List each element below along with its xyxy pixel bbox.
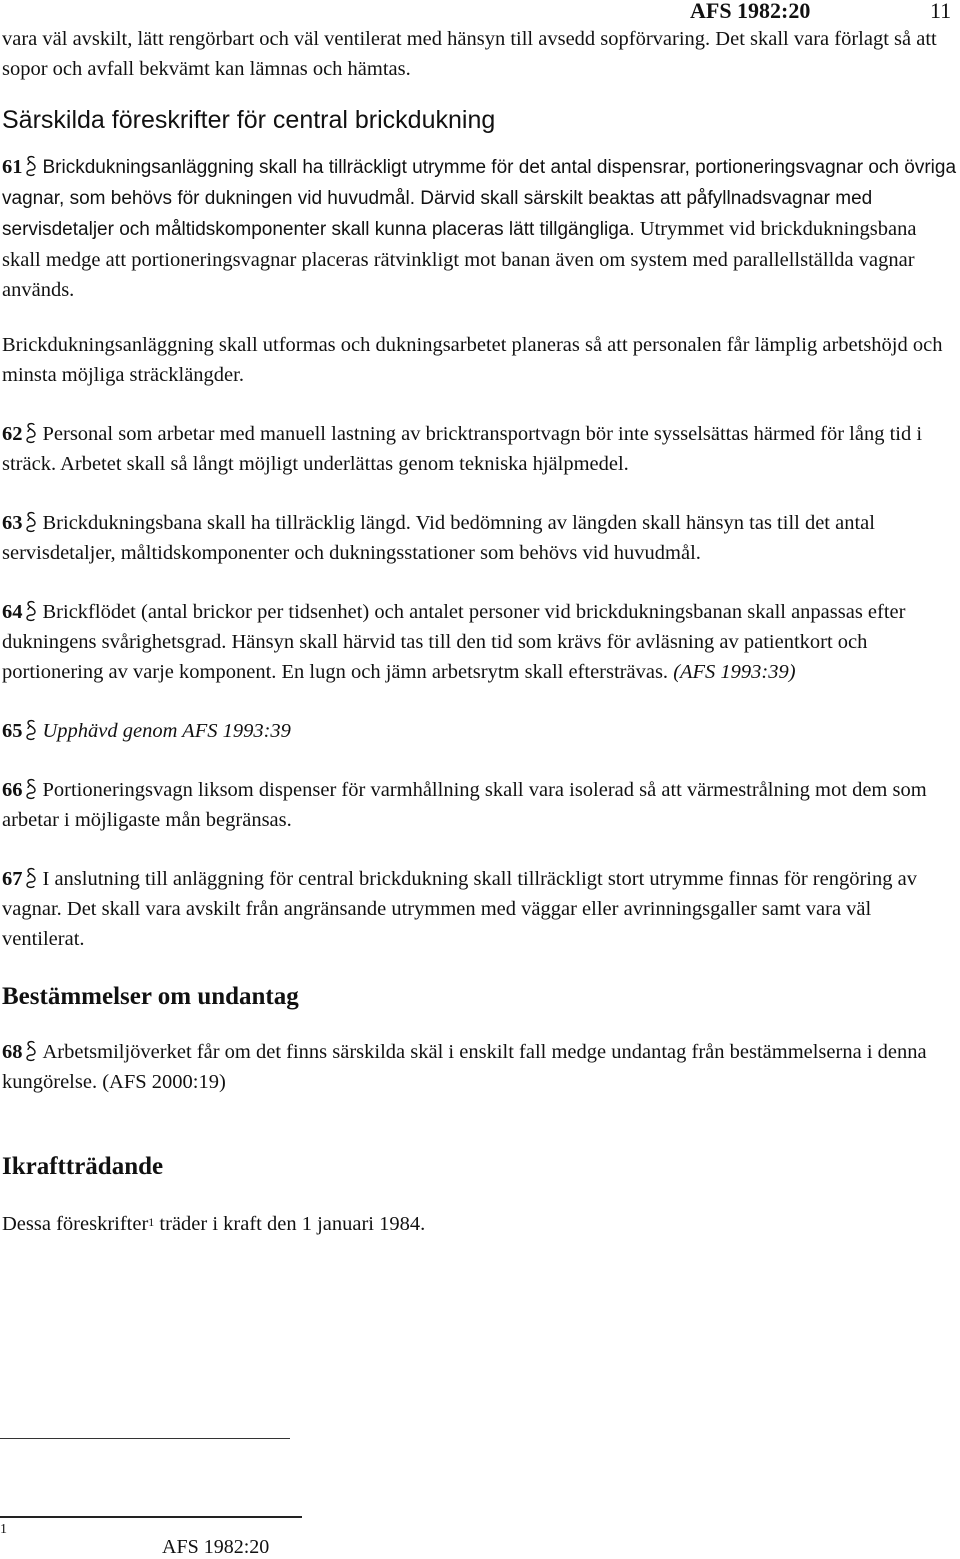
heading-special-rules: Särskilda föreskrifter för central brickdukning (2, 106, 496, 134)
paragraph-61-serif-text: Utrymmet vid brickdukningsbana skall medge att portioneringsvagnar placeras rätvinkligt mot banan även om system med parallellställda vagnar används. (2, 218, 917, 301)
paragraph-62 (2, 419, 957, 479)
paragraph-number: 67 (2, 868, 23, 890)
page-number: 11 (930, 0, 952, 23)
footnote-number: 1 (0, 1522, 7, 1537)
section-sign-icon (25, 719, 37, 741)
entry-into-force-paragraph (2, 1209, 957, 1239)
heading-exemptions: Bestämmelser om undantag (2, 983, 299, 1010)
paragraph-65 (2, 716, 957, 746)
section-sign-icon (25, 778, 37, 800)
paragraph-number: 66 (2, 779, 23, 801)
paragraph-61-sans-text: Brickdukningsanläggning skall ha tillräckligt utrymme för det antal dispensrar, portioneringsvagnar och övriga vagnar, som behövs för dukningen vid huvudmål. Därvid skall särskilt beaktas att påfyllnadsvagnar med servisdetaljer och måltidskomponenter skall kunna placeras lätt tillgängliga. (2, 157, 957, 240)
heading-entry-into-force: Ikraftträdande (2, 1153, 164, 1180)
paragraph-66-text: Portioneringsvagn liksom dispenser för varmhållning skall vara isolerad så att värmestrålning mot dem som arbetar i möjligaste mån begränsas. (2, 779, 927, 831)
paragraph-64 (2, 597, 957, 687)
entry-text-after: träder i kraft den 1 januari 1984. (154, 1213, 426, 1235)
paragraph-61 (2, 152, 957, 305)
paragraph-number: 68 (2, 1041, 23, 1063)
footnote-text: AFS 1982:20 (162, 1536, 270, 1558)
section-sign-icon (25, 600, 37, 622)
paragraph-number: 61 (2, 156, 23, 178)
intro-paragraph: vara väl avskilt, lätt rengörbart och väl ventilerat med hänsyn till avsedd sopförvaring. Det skall vara förlagt så att sopor och avfall bekvämt kan lämnas och hämtas. (2, 28, 937, 80)
paragraph-61b: Brickdukningsanläggning skall utformas och dukningsarbetet planeras så att personalen får lämplig arbetshöjd och minsta möjliga sträcklängder. (2, 334, 943, 386)
paragraph-67 (2, 864, 957, 954)
paragraph-63 (2, 508, 957, 568)
footnote-separator (0, 1438, 290, 1439)
paragraph-64-reference: (AFS 1993:39) (673, 661, 796, 683)
paragraph-65-text: Upphävd genom AFS 1993:39 (42, 720, 291, 742)
entry-text-before: Dessa föreskrifter (2, 1213, 149, 1235)
section-sign-icon (25, 511, 37, 533)
document-body (2, 24, 957, 1239)
footnote-reference: 1 (148, 1215, 155, 1229)
paragraph-64-text: Brickflödet (antal brickor per tidsenhet) och antalet personer vid brickdukningsbanan skall anpassas efter dukningens svårighetsgrad. Hänsyn skall härvid tas till den tid som krävs för avläsning av patientkort och portionering av varje komponent. En lugn och jämn arbetsrytm skall eftersträvas. (2, 601, 906, 683)
paragraph-63-text: Brickdukningsbana skall ha tillräcklig längd. Vid bedömning av längden skall hänsyn tas till det antal servisdetaljer, måltidskomponenter och dukningsstationer som behövs vid huvudmål. (2, 512, 875, 564)
section-sign-icon (25, 422, 37, 444)
paragraph-62-text: Personal som arbetar med manuell lastning av bricktransportvagn bör inte sysselsättas härmed för lång tid i sträck. Arbetet skall så långt möjligt underlättas genom tekniska hjälpmedel. (2, 423, 923, 475)
paragraph-number: 62 (2, 423, 23, 445)
section-sign-icon (25, 155, 37, 177)
paragraph-68-text: Arbetsmiljöverket får om det finns särskilda skäl i enskilt fall medge undantag från bestämmelserna i denna kungörelse. (AFS 2000:19) (2, 1041, 927, 1093)
paragraph-number: 63 (2, 512, 23, 534)
document-code: AFS 1982:20 (690, 0, 811, 23)
section-sign-icon (25, 1040, 37, 1062)
paragraph-66 (2, 775, 957, 835)
paragraph-number: 64 (2, 601, 23, 623)
paragraph-number: 65 (2, 720, 23, 742)
section-sign-icon (25, 867, 37, 889)
footer-rule (0, 1516, 302, 1518)
paragraph-68 (2, 1037, 957, 1097)
paragraph-67-text: I anslutning till anläggning för central brickdukning skall tillräckligt stort utrymme finnas för rengöring av vagnar. Det skall vara avskilt från angränsande utrymmen med väggar eller avrinningsgaller samt vara väl ventilerat. (2, 868, 917, 950)
